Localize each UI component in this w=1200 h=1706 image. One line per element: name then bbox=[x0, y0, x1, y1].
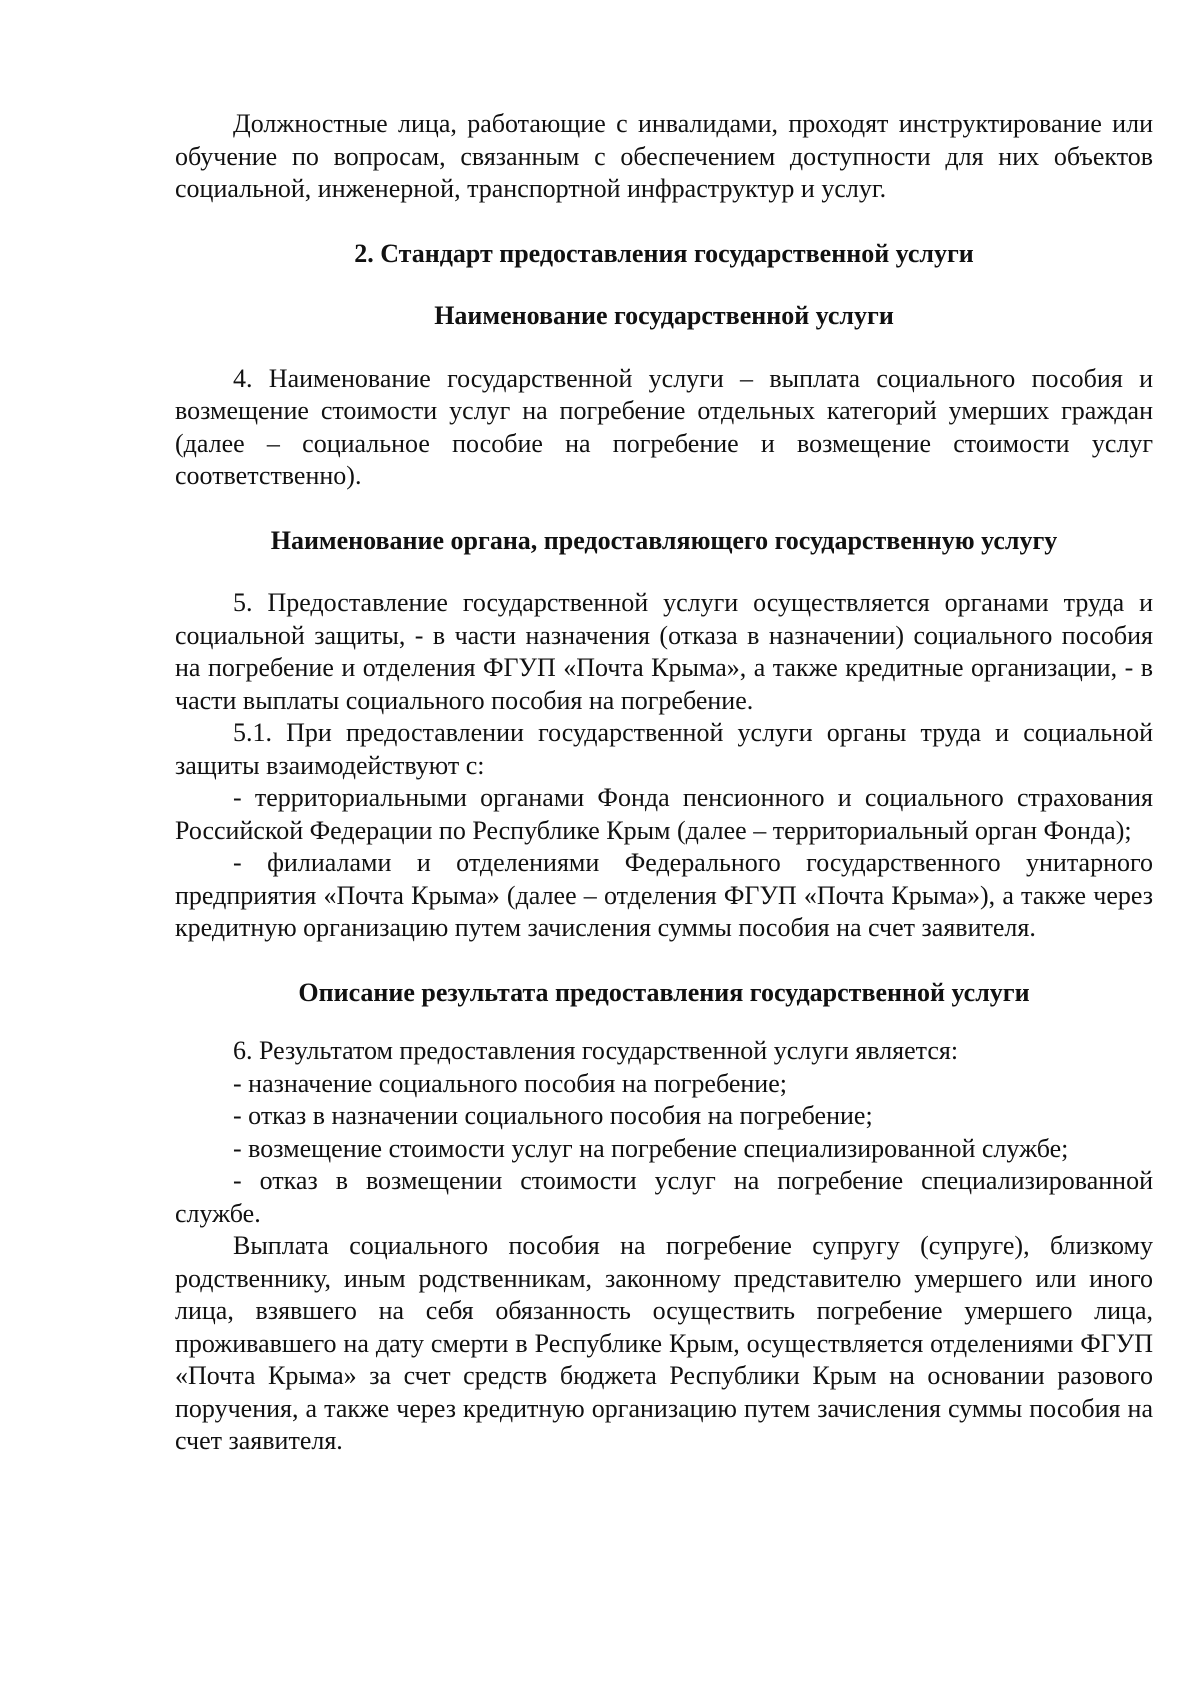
result-list-item: - возмещение стоимости услуг на погребение специализированной службе; bbox=[233, 1133, 1069, 1163]
intro-paragraph: Должностные лица, работающие с инвалидами, проходят инструктирование или обучение по вопросам, связанным с обеспечением доступности для них объектов социальной, инженерной, транспортной инфраструктур и услуг. bbox=[175, 109, 1153, 203]
result-list-item: - назначение социального пособия на погребение; bbox=[233, 1068, 787, 1098]
section-2-heading: 2. Стандарт предоставления государственной услуги bbox=[354, 238, 974, 268]
paragraph-5: 5. Предоставление государственной услуги осуществляется органами труда и социальной защиты, - в части назначения (отказа в назначении) социального пособия на погребение и отделения ФГУП «Почта Крыма», а также кредитные организации, - в части выплаты социального пособия на погребение. bbox=[175, 588, 1153, 715]
service-name-heading: Наименование государственной услуги bbox=[434, 301, 894, 330]
paragraph-6: 6. Результатом предоставления государственной услуги является: bbox=[233, 1036, 959, 1065]
paragraph-4: 4. Наименование государственной услуги – выплата социального пособия и возмещение стоимости услуг на погребение отдельных категорий умерших граждан (далее – социальное пособие на погребение и возмещение стоимости услуг соответственно). bbox=[175, 363, 1153, 490]
paragraph-5-1-item-b: - филиалами и отделениями Федерального государственного унитарного предприятия «Почта Крыма» (далее – отделения ФГУП «Почта Крыма»), а также через кредитную организацию путем зачисления суммы пособия на счет заявителя. bbox=[175, 848, 1153, 942]
result-list-item: - отказ в возмещении стоимости услуг на погребение специализированной службе. bbox=[175, 1166, 1153, 1228]
result-list-item: - отказ в назначении социального пособия на погребение; bbox=[233, 1101, 873, 1130]
paragraph-5-1: 5.1. При предоставлении государственной услуги органы труда и социальной защиты взаимодействуют с: bbox=[175, 718, 1153, 780]
document-page bbox=[175, 108, 1153, 1458]
result-heading: Описание результата предоставления государственной услуги bbox=[298, 977, 1030, 1007]
authority-heading: Наименование органа, предоставляющего государственную услугу bbox=[270, 525, 1058, 555]
payment-paragraph: Выплата социального пособия на погребение супругу (супруге), близкому родственнику, иным родственникам, законному представителю умершего или иного лица, взявшего на себя обязанность осуществить погребение умершего лица, проживавшего на дату смерти в Республике Крым, осуществляется отделениями ФГУП «Почта Крыма» за счет средств бюджета Республики Крым на основании разового поручения, а также через кредитную организацию путем зачисления суммы пособия на счет заявителя. bbox=[175, 1231, 1153, 1455]
paragraph-5-1-item-a: - территориальными органами Фонда пенсионного и социального страхования Российской Федерации по Республике Крым (далее – территориальный орган Фонда); bbox=[175, 783, 1153, 845]
